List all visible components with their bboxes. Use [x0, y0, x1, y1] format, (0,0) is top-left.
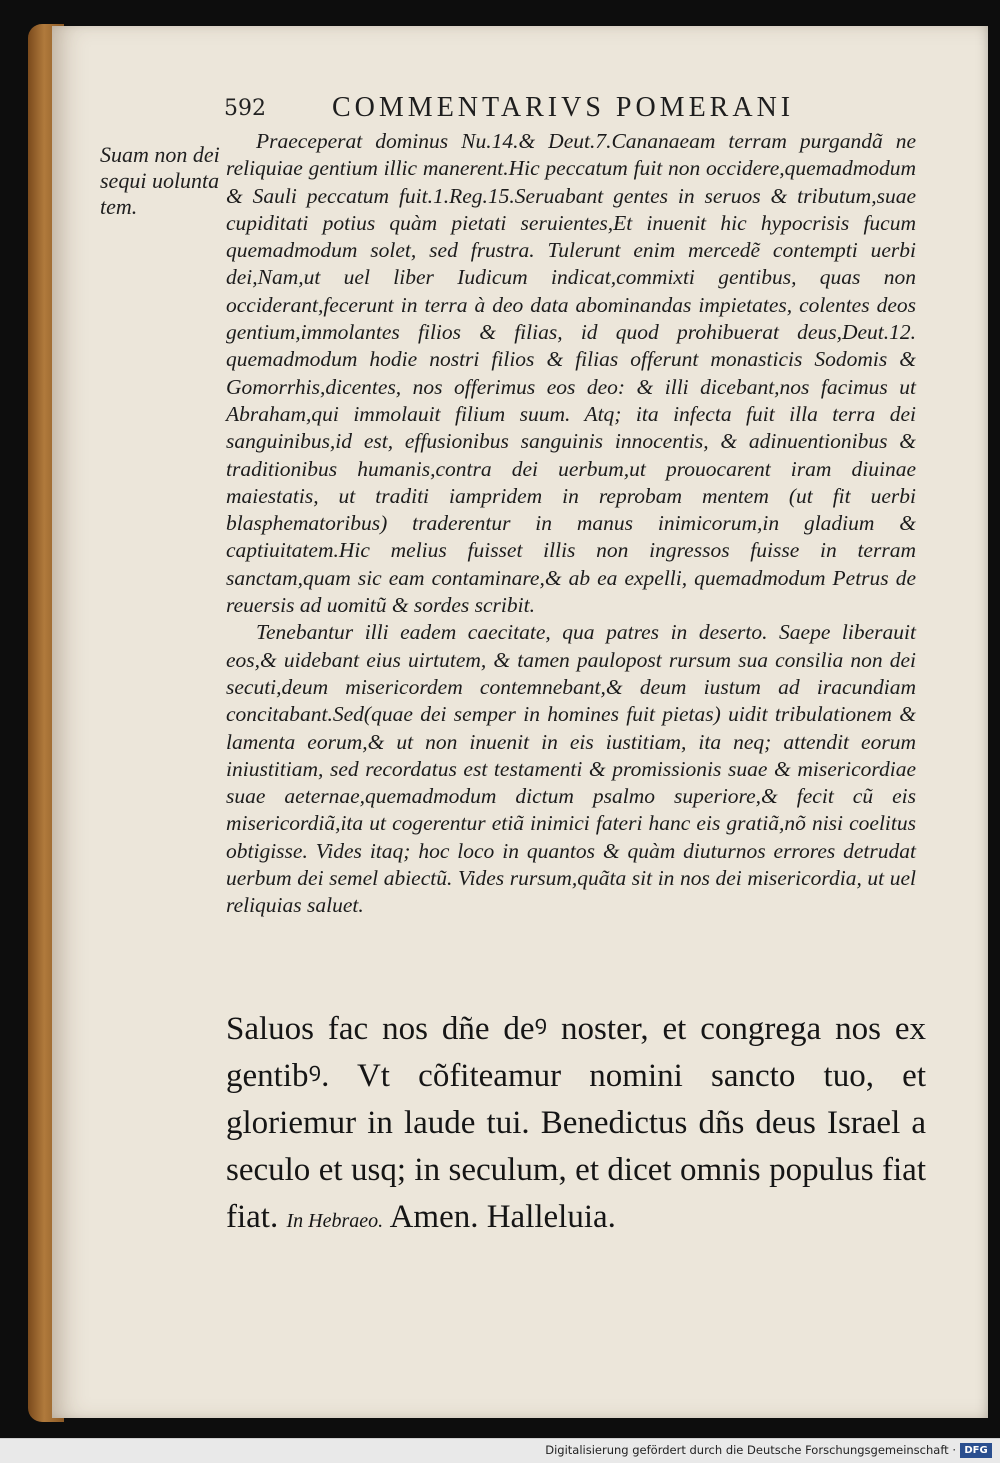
- dfg-logo-icon: DFG: [960, 1443, 992, 1458]
- footer-credit: Digitalisierung gefördert durch die Deutsche Forschungsgemeinschaft ·: [545, 1443, 956, 1457]
- verse-note: In Hebraeo.: [286, 1210, 384, 1232]
- running-head: COMMENTARIVS POMERANI: [332, 92, 795, 123]
- paragraph: Praeceperat dominus Nu.14.& Deut.7.Cananaeam terram purgandã ne reliquiae gentium illic manerent.Hic peccatum fuit non occidere,quemadmodum & Sauli peccatum fuit.1.Reg.15.Seruabant gentes in seruos & tributum,suae cupiditati potius quàm pietati seruientes,Et inuenit hic hypocrisis fucum quemadmodum solet, sed frustra. Tulerunt enim mercedẽ contempti uerbi dei,Nam,ut uel liber Iudicum indicat,commixti gentibus, quas non occiderant,fecerunt in terra à deo data abominandas impietates, colentes deos gentium,immolantes filios & filias, id quod prohibuerat deus,Deut.12. quemadmodum hodie nostri filios & filias offerunt monasticis Sodomis & Gomorrhis,dicentes, nos offerimus eos deo: & illi dicebant,nos facimus ut Abraham,qui immolauit filium suum. Atq; ita infecta fuit illa terra dei sanguinibus,id est, effusionibus sanguinis innocentis, & adinuentionibus & traditionibus humanis,contra dei uerbum,ut prouocarent iram diuinae maiestatis, ut traditi iampridem in reprobam mentem (ut fit uerbi blasphematoribus) traderentur in manus inimicorum,in gladium & captiuitatem.Hic melius fuisset illis non ingressos fuisse in terram sanctam,quam sic eam contaminare,& ab ea expelli, quemadmodum Petrus de reuersis ad uomitũ & sordes scribit.: [226, 129, 916, 618]
- page-number: 592: [224, 96, 266, 121]
- psalm-verse: [226, 1006, 926, 1245]
- margin-note: Suam non dei sequi uolunta tem.: [100, 142, 220, 219]
- verse-ending: Amen. Halleluia.: [389, 1199, 616, 1235]
- footer-bar: [0, 1438, 1000, 1463]
- paragraph: Tenebantur illi eadem caecitate, qua patres in deserto. Saepe liberauit eos,& uidebant eius uirtutem, & tamen paulopost rursum sua consilia non dei secuti,deum misericordem contemnebant,& deum iustum ad iracundiam concitabant.Sed(quae dei semper in homines fuit pietas) uidit tribulationem & lamenta eorum,& ut non inuenit in eis iustitiam, ita neq; attendit eorum iniustitiam, sed recordatus est testamenti & promissionis suae & misericordiae suae aeternae,quemadmodum dictum psalmo superiore,& fecit cũ eis misericordiã,ita ut cogerentur etiã inimici fateri hanc eis gratiã,nõ nisi coelitus obtigisse. Vides itaq; hoc loco in quantos & quàm diuturnos errores detrudat uerbum dei semel abiectũ. Vides rursum,quãta sit in nos dei misericordia, ut uel reliquias saluet.: [226, 620, 916, 918]
- verse-text: Saluos fac nos dñe deꝰ noster, et congrega nos ex gentibꝰ. Vt cõfiteamur nomini sancto tuo, et gloriemur in laude tui. Benedictus dñs deus Israel a seculo et usq; in seculum, et dicet omnis populus fiat fiat.: [226, 1011, 926, 1235]
- commentary-text: [226, 128, 916, 920]
- page-header: [52, 88, 988, 128]
